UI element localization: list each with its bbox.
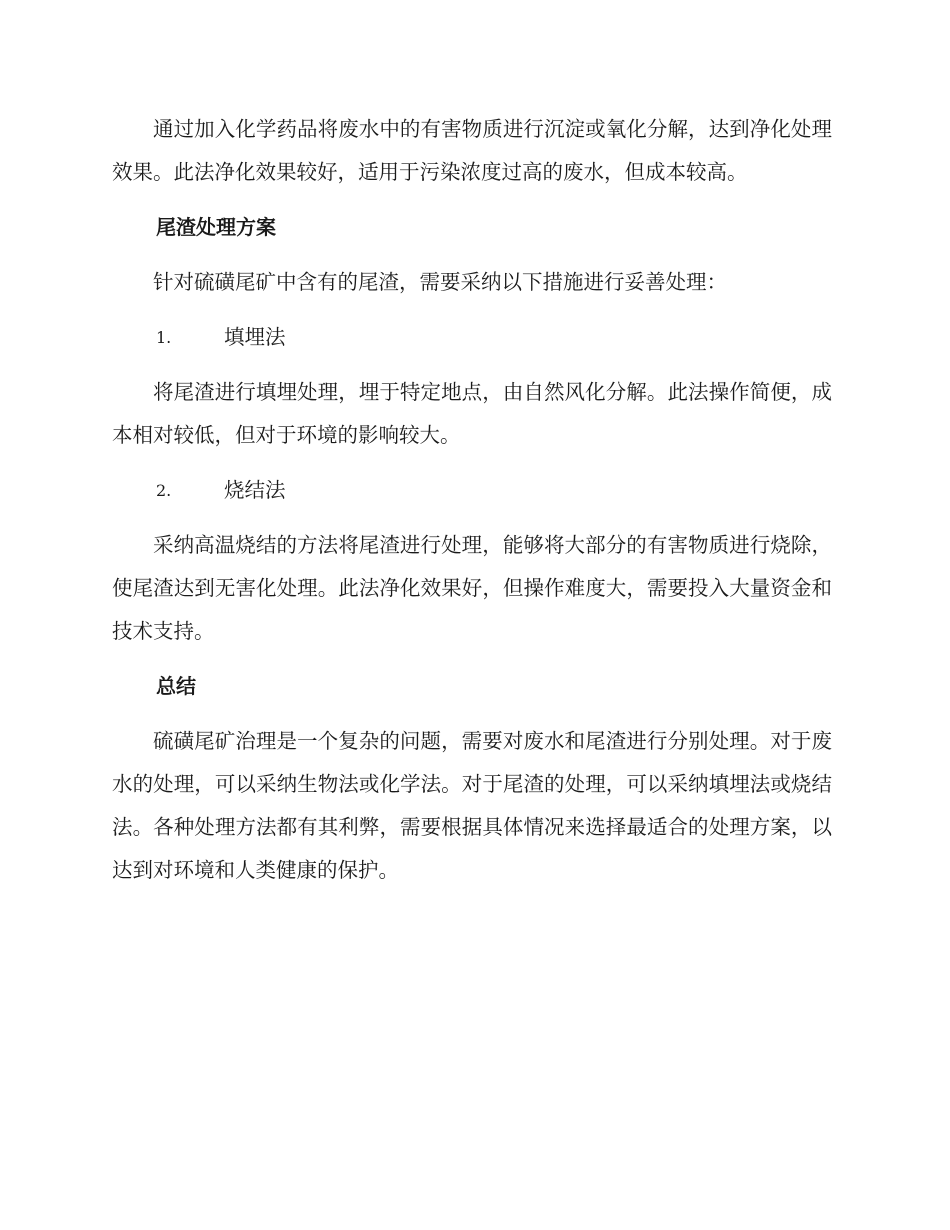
paragraph-sintering: 采纳高温烧结的方法将尾渣进行处理，能够将大部分的有害物质进行烧除，使尾渣达到无害化处理。此法净化效果好，但操作难度大，需要投入大量资金和技术支持。 (112, 533, 832, 643)
list-item-title: 烧结法 (224, 478, 286, 502)
heading-tailings-treatment: 尾渣处理方案 (156, 215, 276, 239)
paragraph-chemical-method: 通过加入化学药品将废水中的有害物质进行沉淀或氧化分解，达到净化处理效果。此法净化效果较好，适用于污染浓度过高的废水，但成本较高。 (112, 117, 832, 184)
document-page (112, 108, 832, 904)
list-item-title: 填埋法 (224, 325, 286, 349)
heading-summary: 总结 (156, 674, 196, 698)
list-item-landfill (156, 316, 832, 359)
list-item-sintering (156, 469, 832, 512)
paragraph-summary: 硫磺尾矿治理是一个复杂的问题，需要对废水和尾渣进行分别处理。对于废水的处理，可以采纳生物法或化学法。对于尾渣的处理，可以采纳填埋法或烧结法。各种处理方法都有其利弊，需要根据具体情况来选择最适合的处理方案，以达到对环境和人类健康的保护。 (112, 729, 832, 882)
paragraph-tailings-intro: 针对硫磺尾矿中含有的尾渣，需要采纳以下措施进行妥善处理： (153, 270, 727, 294)
paragraph-landfill: 将尾渣进行填埋处理，埋于特定地点，由自然风化分解。此法操作简便，成本相对较低，但对于环境的影响较大。 (112, 380, 832, 447)
list-number: 1. (156, 328, 172, 347)
list-number: 2. (156, 481, 172, 500)
